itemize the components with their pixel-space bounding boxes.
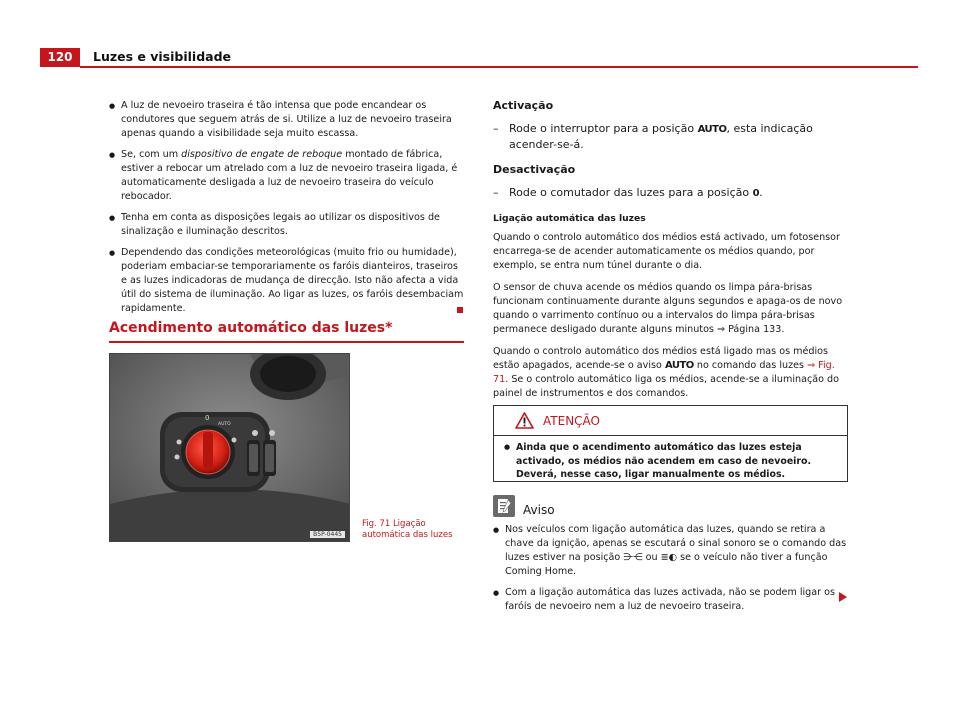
parking-light-icon: ⋺⋲	[623, 552, 643, 563]
deactivation-heading: Desactivação	[493, 163, 576, 176]
warning-triangle-icon	[515, 412, 534, 429]
list-item	[109, 148, 465, 204]
text-run: . Se o controlo automático liga os médios, acende-se a iluminação do painel de instrumentos e dos comandos.	[493, 374, 840, 399]
list-item: ● Tenha em conta as disposições legais ao utilizar os dispositivos de sinalização e iluminação descritos.	[109, 211, 465, 239]
section-divider	[109, 341, 464, 343]
deactivation-step	[493, 185, 849, 201]
text-run: Nos veículos com ligação automática das luzes, quando se retira a chave da ignição, apenas se escutará o sinal sonoro se o comando das luzes estiver na posição	[505, 524, 847, 563]
text-run: ou	[642, 552, 661, 563]
paragraph: O sensor de chuva acende os médios quando os limpa pára-brisas funcionam continuamente durante alguns segundos e apaga-os de novo quando o varrimento contínuo ou a intervalos do limpa pára-brisas permanece desligado durante alguns minutos ⇒ Página 133.	[493, 282, 843, 335]
auto-label: AUTO	[218, 422, 231, 427]
paragraph	[493, 345, 849, 401]
header-divider	[80, 66, 918, 68]
activation-step	[493, 121, 849, 152]
warning-box	[493, 405, 848, 482]
warning-text: ● Ainda que o acendimento automático das luzes esteja activado, os médios não acendem em caso de nevoeiro. Deverá, nesse caso, ligar manualmente os médios.	[494, 436, 847, 482]
zero-symbol: 0	[752, 188, 760, 199]
section-title: Acendimento automático das luzes*	[109, 320, 393, 336]
left-column	[109, 99, 465, 324]
chapter-title: Luzes e visibilidade	[93, 49, 232, 64]
list-item	[493, 523, 849, 579]
emphasis-text: dispositivo de engate de reboque	[181, 149, 343, 160]
light-switch-illustration	[110, 354, 350, 542]
text-run: Rode o comutador das luzes para a posição	[509, 186, 753, 199]
text-run: no comando das luzes	[693, 360, 808, 371]
right-column	[493, 99, 849, 409]
auto-lights-heading: Ligação automática das luzes	[493, 213, 646, 224]
text-run: Quando o controlo automático dos médios está ligado mas os médios estão apagados, acende-se o aviso	[493, 346, 829, 371]
list-item: ● Dependendo das condições meteorológicas (muito frio ou humidade), poderiam embaciar-se temporariamente os faróis dianteiros, traseiros e as luzes indicadoras de mudança de direcção. Isto não afecta a vida útil do sistema de iluminação. Ao ligar as luzes, os faróis desembaciam rapidamente.	[109, 246, 465, 316]
continue-arrow-icon	[839, 592, 847, 602]
note-section	[493, 495, 849, 621]
info-note-icon	[493, 495, 515, 517]
note-title: Aviso	[523, 503, 555, 517]
low-beam-icon: ≣◐	[660, 552, 678, 563]
page-number: 120	[40, 48, 80, 67]
figure-code: B5P-0445	[310, 531, 345, 538]
figure-reference-link[interactable]: ⇒ Fig. 71	[493, 360, 835, 385]
warning-header	[494, 406, 847, 436]
note-header	[493, 495, 849, 517]
text-run: .	[759, 186, 763, 199]
warning-title: ATENÇÃO	[543, 413, 600, 428]
svg-text:0: 0	[205, 414, 210, 422]
text-run: Se, com um	[121, 149, 182, 160]
paragraph: Quando o controlo automático dos médios está activado, um fotosensor encarrega-se de acender automaticamente os médios quando, por exemplo, se entra num túnel durante o dia.	[493, 232, 840, 271]
text-run: Rode o interruptor para a posição	[509, 122, 698, 135]
auto-symbol: AUTO	[697, 124, 727, 135]
auto-symbol: AUTO	[664, 360, 694, 371]
text-run: montado de fábrica, estiver a rebocar um atrelado com a luz de nevoeiro traseira ligada, é automaticamente desligada a luz de nevoeiro traseira do veículo rebocador.	[121, 149, 458, 202]
figure-caption: Fig. 71 Ligação automática das luzes	[362, 519, 453, 540]
figure-light-switch	[109, 353, 350, 542]
activation-heading: Activação	[493, 99, 554, 112]
text-run: se o veículo não tiver a função Coming Home.	[505, 552, 828, 577]
text-run: , esta indicação acender-se-á.	[509, 122, 813, 151]
list-item: ● A luz de nevoeiro traseira é tão intensa que pode encandear os condutores que seguem atrás de si. Utilize a luz de nevoeiro traseira apenas quando a visibilidade seja muito escassa.	[109, 99, 465, 141]
section-end-mark	[457, 307, 463, 313]
list-item: ● Com a ligação automática das luzes activada, não se podem ligar os faróis de nevoeiro nem a luz de nevoeiro traseira.	[493, 586, 849, 614]
